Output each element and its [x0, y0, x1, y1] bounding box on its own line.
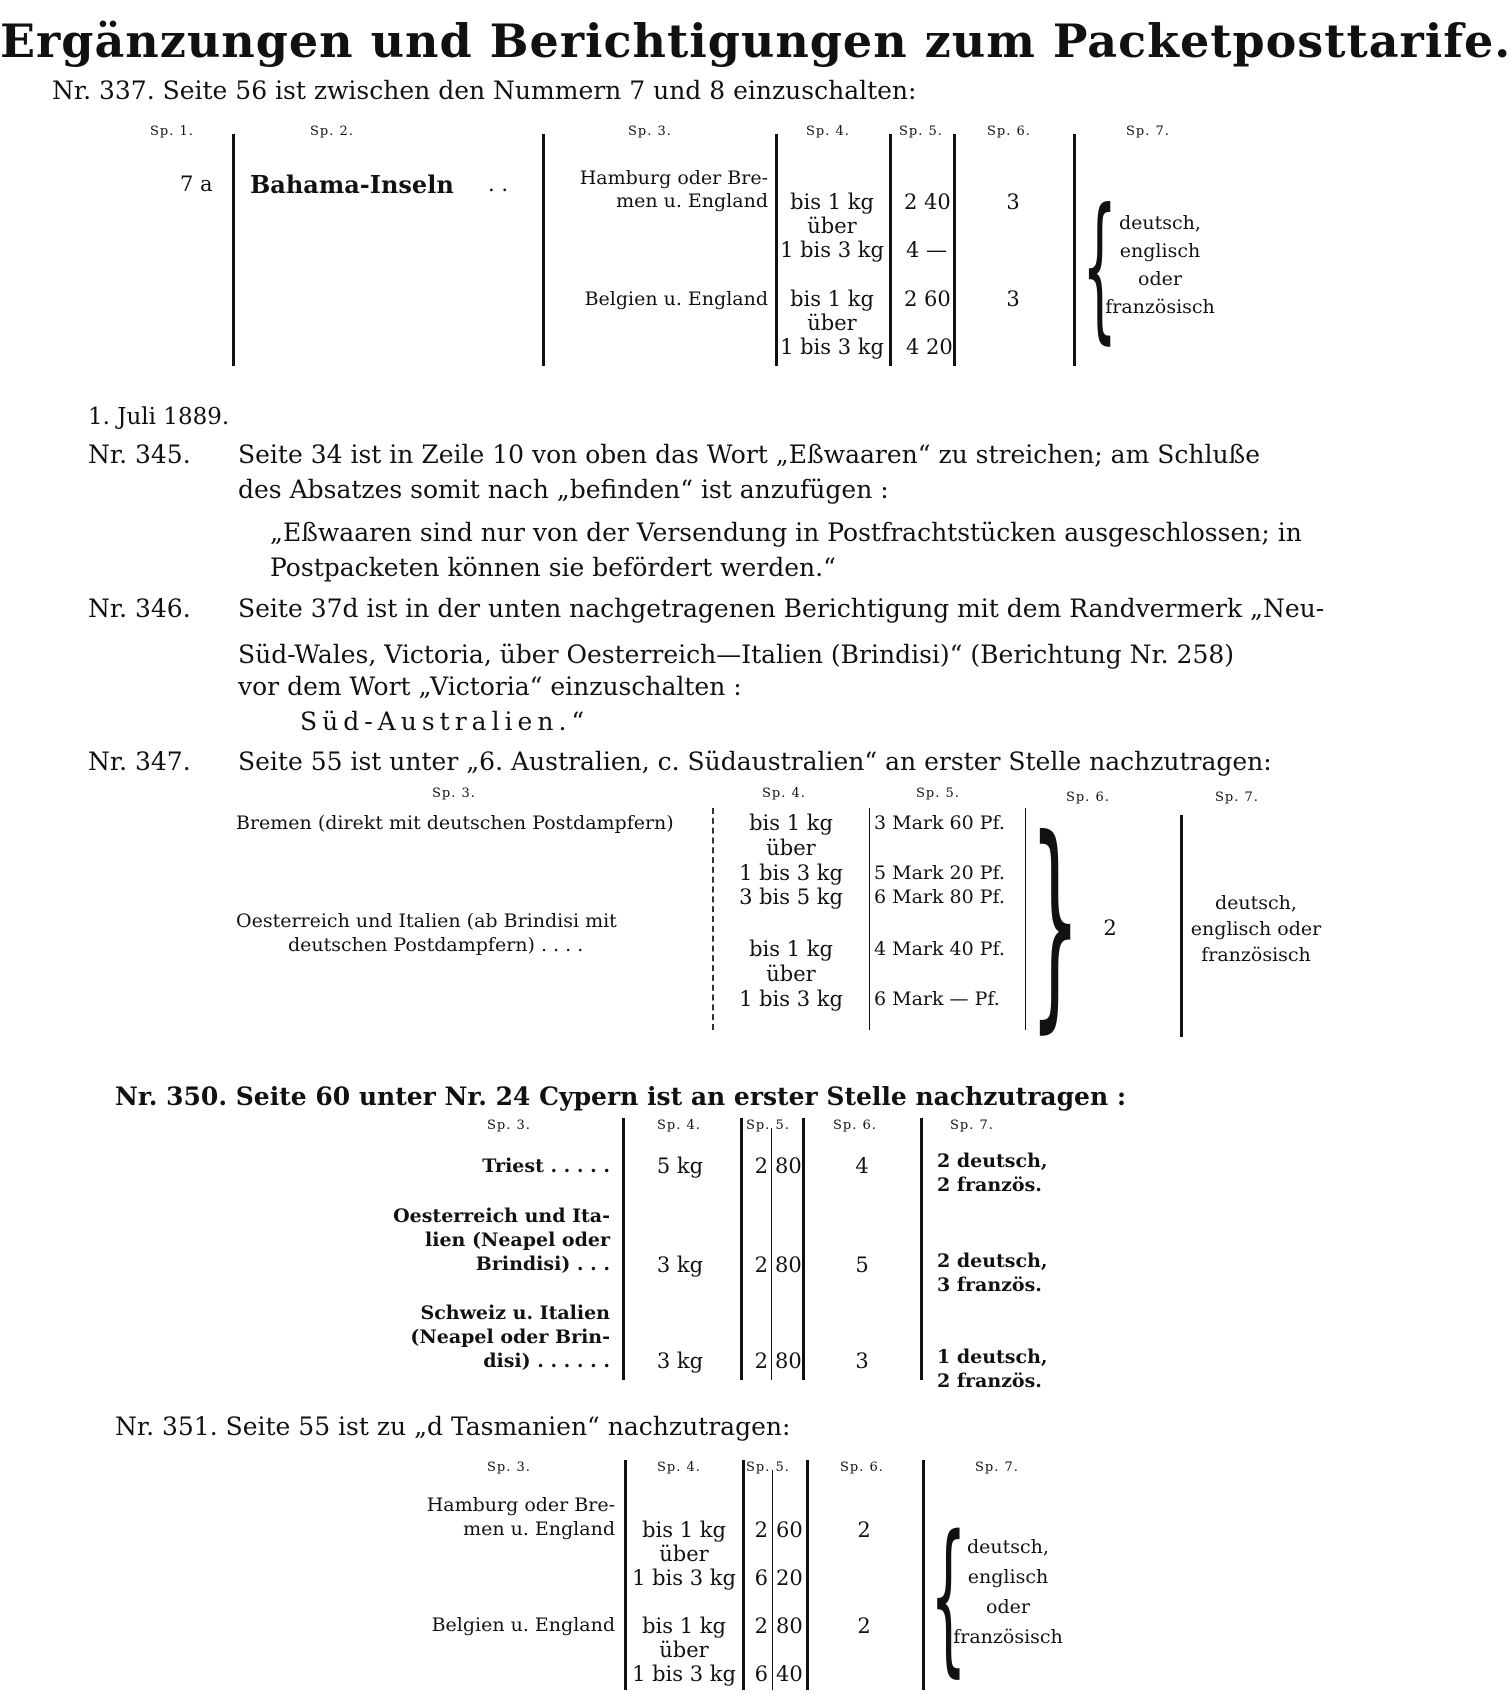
sp6-value: 3	[855, 1349, 869, 1373]
column-rule	[802, 1118, 805, 1380]
col-header: Sp. 4.	[806, 124, 850, 139]
price: 4 —	[906, 238, 948, 262]
route: deutschen Postdampfern) . . . .	[288, 934, 584, 956]
nr-337-heading: Nr. 337. Seite 56 ist zwischen den Nummern 7 und 8 einzuschalten:	[52, 76, 917, 105]
weight: bis 1 kg	[642, 1518, 726, 1542]
entry-text: Seite 37d ist in der unten nachgetragenen Berichtigung mit dem Randvermerk „Neu-	[238, 594, 1325, 623]
column-rule	[922, 1460, 925, 1690]
col-header: Sp. 7.	[975, 1460, 1019, 1475]
weight: 3 kg	[656, 1349, 704, 1373]
price: 4 Mark 40 Pf.	[874, 938, 1005, 960]
entry-text: des Absatzes somit nach „befinden“ ist anzufügen :	[238, 475, 889, 504]
route: Bremen (direkt mit deutschen Postdampfern)	[236, 812, 674, 834]
price-pf: 20	[776, 1566, 803, 1590]
entry-text: „Eßwaaren sind nur von der Versendung in Postfrachtstücken ausgeschlossen; in	[270, 518, 1302, 547]
column-rule	[742, 1460, 745, 1690]
weight: über	[659, 1638, 709, 1662]
price-mark: 2	[754, 1518, 768, 1542]
col-header: Sp. 7.	[1215, 790, 1259, 805]
sp7-value: 2 deutsch,	[937, 1250, 1048, 1272]
price: 5 Mark 20 Pf.	[874, 862, 1005, 884]
weight: über	[766, 962, 816, 986]
column-rule	[953, 134, 956, 366]
route: (Neapel oder Brin-	[410, 1326, 610, 1348]
route: Brindisi) . . .	[475, 1253, 610, 1275]
column-rule	[232, 134, 235, 366]
entry-label: Nr. 347.	[88, 747, 191, 776]
column-rule	[740, 1118, 743, 1380]
sp6-value: 2	[857, 1518, 871, 1542]
weight: 5 kg	[656, 1154, 704, 1178]
route: Schweiz u. Italien	[420, 1302, 610, 1324]
sp6-value: 2	[857, 1614, 871, 1638]
column-rule	[806, 1460, 809, 1690]
column-rule	[542, 134, 545, 366]
col-header: Sp. 5.	[746, 1118, 790, 1133]
weight: 3 kg	[656, 1253, 704, 1277]
entry-label: Nr. 345.	[88, 440, 191, 469]
route: Belgien u. England	[431, 1614, 615, 1636]
route: disi) . . . . . .	[483, 1350, 610, 1372]
column-rule	[869, 808, 870, 1030]
weight: bis 1 kg	[790, 287, 874, 311]
column-rule	[1025, 808, 1026, 1030]
weight: bis 1 kg	[749, 811, 833, 835]
weight: 1 bis 3 kg	[780, 238, 884, 262]
route: men u. England	[616, 190, 768, 212]
price-mark: 2	[754, 1614, 768, 1638]
column-rule	[712, 808, 714, 1030]
col-header: Sp. 6.	[1066, 790, 1110, 805]
weight: 1 bis 3 kg	[739, 861, 843, 885]
sp6-value: 3	[1006, 287, 1020, 311]
price: 3 Mark 60 Pf.	[874, 812, 1005, 834]
col-header: Sp. 7.	[1126, 124, 1170, 139]
col-header: Sp. 3.	[628, 124, 672, 139]
brace-icon: {	[930, 1500, 967, 1692]
sp7-value: oder	[986, 1596, 1030, 1618]
col-header: Sp. 2.	[310, 124, 354, 139]
column-rule	[1180, 815, 1183, 1037]
col-header: Sp. 4.	[657, 1460, 701, 1475]
weight: 1 bis 3 kg	[632, 1662, 736, 1686]
price-mark: 6	[754, 1662, 768, 1686]
sp7-value: 2 französ.	[937, 1370, 1042, 1392]
weight: bis 1 kg	[790, 190, 874, 214]
brace-icon: }	[1030, 791, 1081, 1053]
route: men u. England	[463, 1518, 615, 1540]
col-header: Sp. 5.	[746, 1460, 790, 1475]
col-header: Sp. 4.	[762, 786, 806, 801]
entry-text: Postpacketen können sie befördert werden.“	[270, 553, 836, 582]
date-line: 1. Juli 1889.	[88, 404, 230, 430]
weight: bis 1 kg	[642, 1614, 726, 1638]
price-pf: 80	[775, 1349, 802, 1373]
entry-text: vor dem Wort „Victoria“ einzuschalten :	[238, 672, 742, 701]
entry-text: Seite 55 ist unter „6. Australien, c. Südaustralien“ an erster Stelle nachzutragen:	[238, 747, 1272, 776]
price-mark: 2	[754, 1253, 768, 1277]
sp7-value: oder	[1138, 268, 1182, 290]
price-pf: 80	[776, 1614, 803, 1638]
column-rule	[624, 1460, 627, 1690]
entry-label: Nr. 346.	[88, 594, 191, 623]
col-header: Sp. 3.	[487, 1460, 531, 1475]
sp7-value: deutsch,	[967, 1536, 1049, 1558]
price: 6 Mark 80 Pf.	[874, 886, 1005, 908]
sp7-value: englisch	[1119, 240, 1201, 262]
sp7-value: 3 französ.	[937, 1274, 1042, 1296]
price-mark: 2	[754, 1349, 768, 1373]
weight: über	[807, 214, 857, 238]
weight: über	[659, 1542, 709, 1566]
price-pf: 80	[775, 1253, 802, 1277]
nr-351-heading: Nr. 351. Seite 55 ist zu „d Tasmanien“ nachzutragen:	[115, 1412, 791, 1441]
col-header: Sp. 1.	[150, 124, 194, 139]
sp7-value: 2 französ.	[937, 1174, 1042, 1196]
col-header: Sp. 5.	[916, 786, 960, 801]
col-header: Sp. 6.	[987, 124, 1031, 139]
route: lien (Neapel oder	[425, 1229, 610, 1251]
route: Belgien u. England	[584, 288, 768, 310]
price: 6 Mark — Pf.	[874, 988, 1000, 1010]
entry-text: Seite 34 ist in Zeile 10 von oben das Wort „Eßwaaren“ zu streichen; am Schluße	[238, 440, 1261, 469]
sp7-value: französisch	[1201, 944, 1311, 966]
leader-dots: . .	[488, 172, 509, 196]
entry-text: Süd-Wales, Victoria, über Oesterreich—Italien (Brindisi)“ (Berichtung Nr. 258)	[238, 640, 1235, 669]
weight: 1 bis 3 kg	[780, 335, 884, 359]
sp6-value: 2	[1103, 916, 1117, 940]
price-mark: 2	[754, 1154, 768, 1178]
weight: 3 bis 5 kg	[739, 885, 843, 909]
price-pf: 40	[776, 1662, 803, 1686]
column-rule	[920, 1118, 923, 1380]
column-rule	[622, 1118, 625, 1380]
column-rule	[772, 1470, 773, 1690]
sp7-value: 2 deutsch,	[937, 1150, 1048, 1172]
col-header: Sp. 7.	[950, 1118, 994, 1133]
col-header: Sp. 6.	[840, 1460, 884, 1475]
entry-text: Süd-Australien.“	[300, 707, 590, 736]
country-name: Bahama-Inseln	[250, 170, 454, 199]
column-rule	[1073, 134, 1076, 366]
route: Hamburg oder Bre-	[426, 1494, 615, 1516]
sp6-value: 3	[1006, 190, 1020, 214]
route: Hamburg oder Bre-	[579, 167, 768, 189]
route: Oesterreich und Ita-	[393, 1205, 610, 1227]
col-header: Sp. 5.	[899, 124, 943, 139]
sp7-value: englisch	[967, 1566, 1049, 1588]
sp7-value: deutsch,	[1119, 212, 1201, 234]
price-pf: 80	[775, 1154, 802, 1178]
sp7-value: 1 deutsch,	[937, 1346, 1048, 1368]
brace-icon: {	[1082, 175, 1118, 359]
page-title: Ergänzungen und Berichtigungen zum Packetposttarife.	[0, 14, 1511, 68]
nr-350-heading: Nr. 350. Seite 60 unter Nr. 24 Cypern ist an erster Stelle nachzutragen :	[115, 1082, 1127, 1111]
col-header: Sp. 3.	[487, 1118, 531, 1133]
col-header: Sp. 6.	[833, 1118, 877, 1133]
row-number: 7 a	[180, 172, 213, 196]
col-header: Sp. 4.	[657, 1118, 701, 1133]
col-header: Sp. 3.	[432, 786, 476, 801]
price: 2 60	[904, 287, 951, 311]
price-pf: 60	[776, 1518, 803, 1542]
sp7-value: französisch	[953, 1626, 1063, 1648]
column-rule	[771, 1128, 772, 1380]
weight: 1 bis 3 kg	[739, 987, 843, 1011]
sp7-value: deutsch,	[1215, 892, 1297, 914]
price: 2 40	[904, 190, 951, 214]
route: Triest . . . . .	[482, 1155, 610, 1177]
sp7-value: englisch oder	[1190, 918, 1322, 940]
sp7-value: französisch	[1105, 296, 1215, 318]
sp6-value: 4	[855, 1154, 869, 1178]
column-rule	[889, 134, 892, 366]
price: 4 20	[906, 335, 953, 359]
weight: über	[807, 311, 857, 335]
route: Oesterreich und Italien (ab Brindisi mit	[236, 910, 617, 932]
price-mark: 6	[754, 1566, 768, 1590]
weight: 1 bis 3 kg	[632, 1566, 736, 1590]
weight: bis 1 kg	[749, 937, 833, 961]
weight: über	[766, 836, 816, 860]
sp6-value: 5	[855, 1253, 869, 1277]
